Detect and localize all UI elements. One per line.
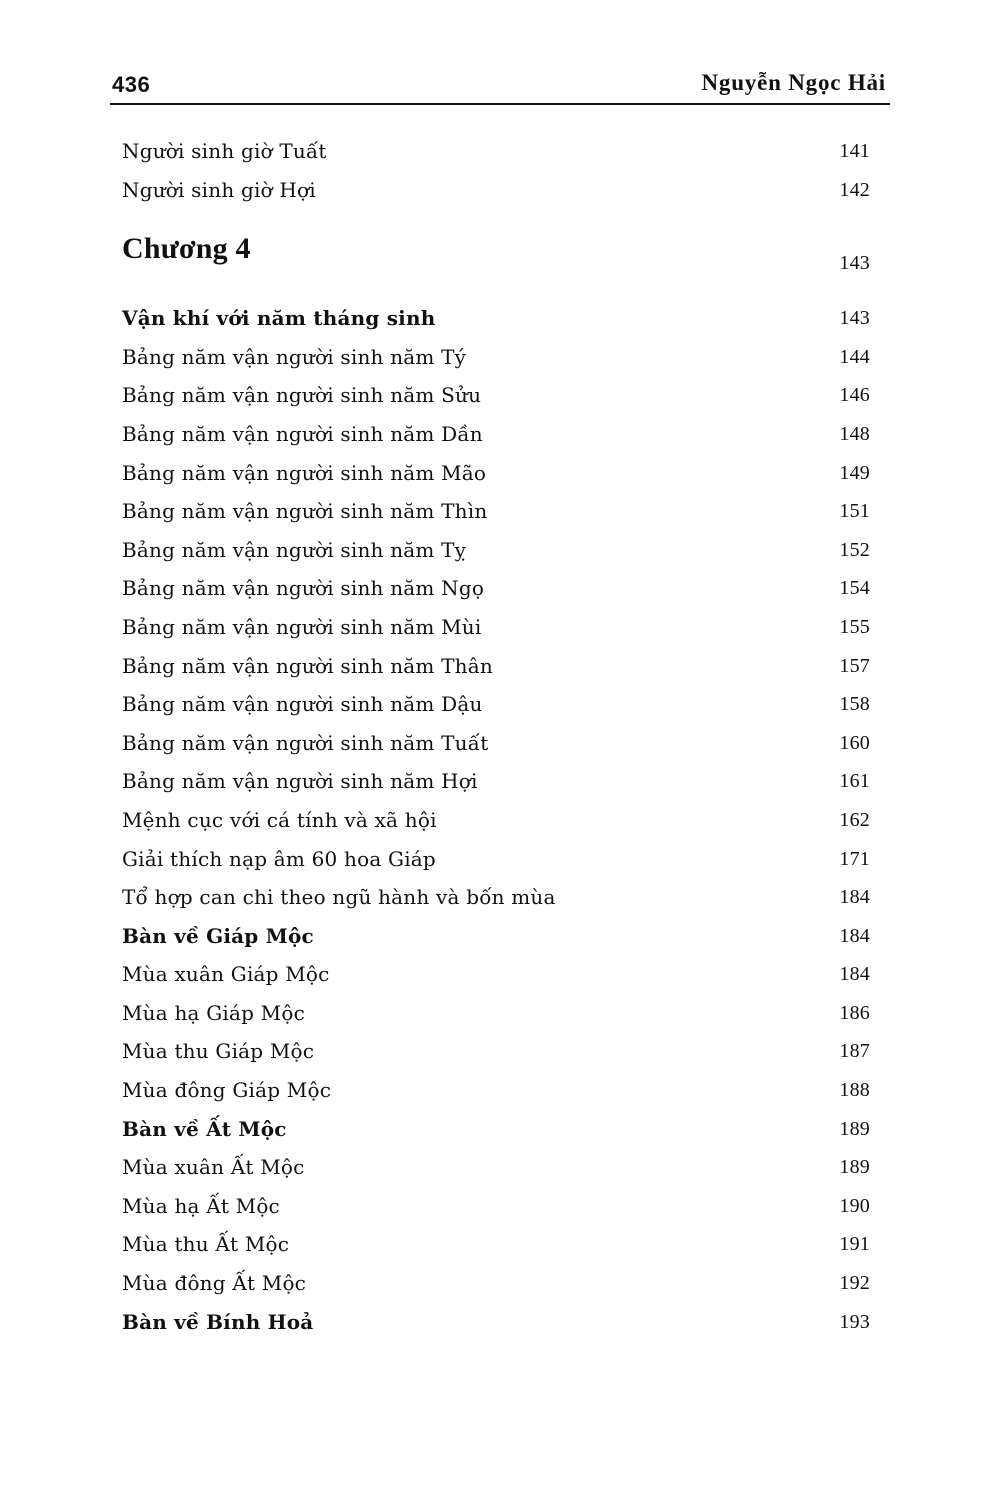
- toc-entry: [122, 994, 870, 1033]
- toc-entry-page: 151: [839, 500, 870, 523]
- toc-entry-title: Tổ hợp can chi theo ngũ hành và bốn mùa: [122, 885, 556, 910]
- toc-entry: [122, 1071, 870, 1110]
- toc-entry-page: 143: [839, 307, 870, 330]
- toc-entry: [122, 1148, 870, 1187]
- toc-entry-title: Giải thích nạp âm 60 hoa Giáp: [122, 846, 436, 871]
- toc-entry-title: Bảng năm vận người sinh năm Hợi: [122, 769, 478, 794]
- toc-entry-title: Bảng năm vận người sinh năm Mão: [122, 460, 487, 485]
- toc-entry: [122, 569, 870, 608]
- running-title: Nguyễn Ngọc Hải: [701, 70, 886, 95]
- toc-entry-page: 157: [839, 654, 870, 677]
- toc-entry-page: 149: [839, 461, 870, 484]
- toc-entry-page: 190: [839, 1194, 870, 1217]
- toc-entry-page: 160: [839, 731, 870, 754]
- toc-entry-page: 142: [839, 178, 870, 201]
- toc-entry-page: 161: [839, 770, 870, 793]
- toc-entry-page: 154: [839, 577, 870, 600]
- toc-entry-title: Bảng năm vận người sinh năm Mùi: [122, 614, 482, 639]
- toc-entry-title: Mùa xuân Ất Mộc: [122, 1155, 305, 1180]
- toc-entry-page: 144: [839, 345, 870, 368]
- toc-entry-page: 192: [839, 1272, 870, 1295]
- toc-entry: [122, 840, 870, 879]
- toc-entry-title: Chương 4: [122, 232, 251, 266]
- toc-entry-title: Bảng năm vận người sinh năm Ngọ: [122, 576, 485, 601]
- toc-entry: [122, 762, 870, 801]
- toc-entry: [122, 724, 870, 763]
- toc-entry-title: Bảng năm vận người sinh năm Tuất: [122, 730, 489, 755]
- toc-entry-page: 187: [839, 1040, 870, 1063]
- toc-entry: [122, 608, 870, 647]
- toc-entry-title: Bảng năm vận người sinh năm Thìn: [122, 499, 488, 524]
- toc-entry-page: 155: [839, 615, 870, 638]
- toc-entry: [122, 647, 870, 686]
- page-number: 436: [112, 72, 151, 97]
- toc-entry-page: 143: [839, 252, 870, 275]
- toc-entry: [122, 338, 870, 377]
- toc-entry-page: 186: [839, 1001, 870, 1024]
- toc-entry-title: Mệnh cục với cá tính và xã hội: [122, 807, 437, 832]
- toc-entry-page: 148: [839, 422, 870, 445]
- toc-entry: [122, 1303, 870, 1342]
- toc-entry-title: Người sinh giờ Hợi: [122, 177, 316, 202]
- header-divider: [110, 103, 890, 105]
- toc-entry: [122, 801, 870, 840]
- page-header: [112, 70, 890, 104]
- toc-entry-page: 158: [839, 693, 870, 716]
- toc-entry: [122, 685, 870, 724]
- toc-entry-page: 189: [839, 1156, 870, 1179]
- toc-entry-title: Bàn về Giáp Mộc: [122, 923, 314, 948]
- toc-entry-title: Vận khí với năm tháng sinh: [122, 306, 436, 331]
- toc-entry-title: Người sinh giờ Tuất: [122, 139, 327, 163]
- toc-entry-page: 184: [839, 924, 870, 947]
- toc-entry: [122, 1264, 870, 1303]
- toc-entry: [122, 878, 870, 917]
- toc-entry: [122, 1032, 870, 1071]
- toc-entry-title: Mùa hạ Ất Mộc: [122, 1193, 280, 1218]
- toc-entry: [122, 1110, 870, 1149]
- toc-entry: [122, 917, 870, 956]
- toc-entry-page: 193: [839, 1310, 870, 1333]
- toc-entry-page: 184: [839, 963, 870, 986]
- toc-entry: [122, 531, 870, 570]
- toc-entry: [122, 376, 870, 415]
- toc-entry-page: 162: [839, 808, 870, 831]
- toc-entry-title: Bảng năm vận người sinh năm Thân: [122, 653, 493, 678]
- toc-entry: [122, 415, 870, 454]
- toc-entry: [122, 299, 870, 338]
- toc-entry-title: Bảng năm vận người sinh năm Sửu: [122, 383, 482, 408]
- toc-entry: [122, 1187, 870, 1226]
- toc-entry-page: 152: [839, 538, 870, 561]
- toc-entry-title: Bảng năm vận người sinh năm Tỵ: [122, 537, 467, 562]
- toc-entry-title: Bảng năm vận người sinh năm Dậu: [122, 692, 483, 717]
- toc-entry: [122, 1225, 870, 1264]
- toc-entry: [122, 454, 870, 493]
- toc-entry-title: Mùa thu Giáp Mộc: [122, 1039, 315, 1064]
- toc-entry-page: 141: [839, 140, 870, 162]
- toc-entry-title: Bàn về Bính Hoả: [122, 1309, 314, 1334]
- toc-entry: [122, 492, 870, 531]
- table-of-contents: [122, 132, 870, 1341]
- toc-entry-title: Bàn về Ất Mộc: [122, 1116, 287, 1141]
- toc-entry-page: 146: [839, 384, 870, 407]
- toc-entry-title: Mùa đông Giáp Mộc: [122, 1078, 332, 1103]
- toc-entry-title: Mùa đông Ất Mộc: [122, 1271, 307, 1296]
- toc-entry-title: Mùa thu Ất Mộc: [122, 1232, 290, 1257]
- toc-entry-page: 188: [839, 1079, 870, 1102]
- toc-entry-title: Mùa xuân Giáp Mộc: [122, 962, 330, 987]
- toc-entry-title: Bảng năm vận người sinh năm Tý: [122, 344, 467, 369]
- toc-entry-page: 191: [839, 1233, 870, 1256]
- toc-entry-title: Mùa hạ Giáp Mộc: [122, 1000, 305, 1025]
- toc-entry-page: 184: [839, 886, 870, 909]
- toc-entry: [122, 955, 870, 994]
- toc-entry-page: 189: [839, 1117, 870, 1140]
- toc-entry-title: Bảng năm vận người sinh năm Dần: [122, 421, 483, 446]
- toc-chapter-heading: [122, 225, 870, 285]
- toc-entry: [122, 171, 870, 210]
- toc-entry-page: 171: [839, 847, 870, 870]
- toc-entry: [122, 132, 870, 171]
